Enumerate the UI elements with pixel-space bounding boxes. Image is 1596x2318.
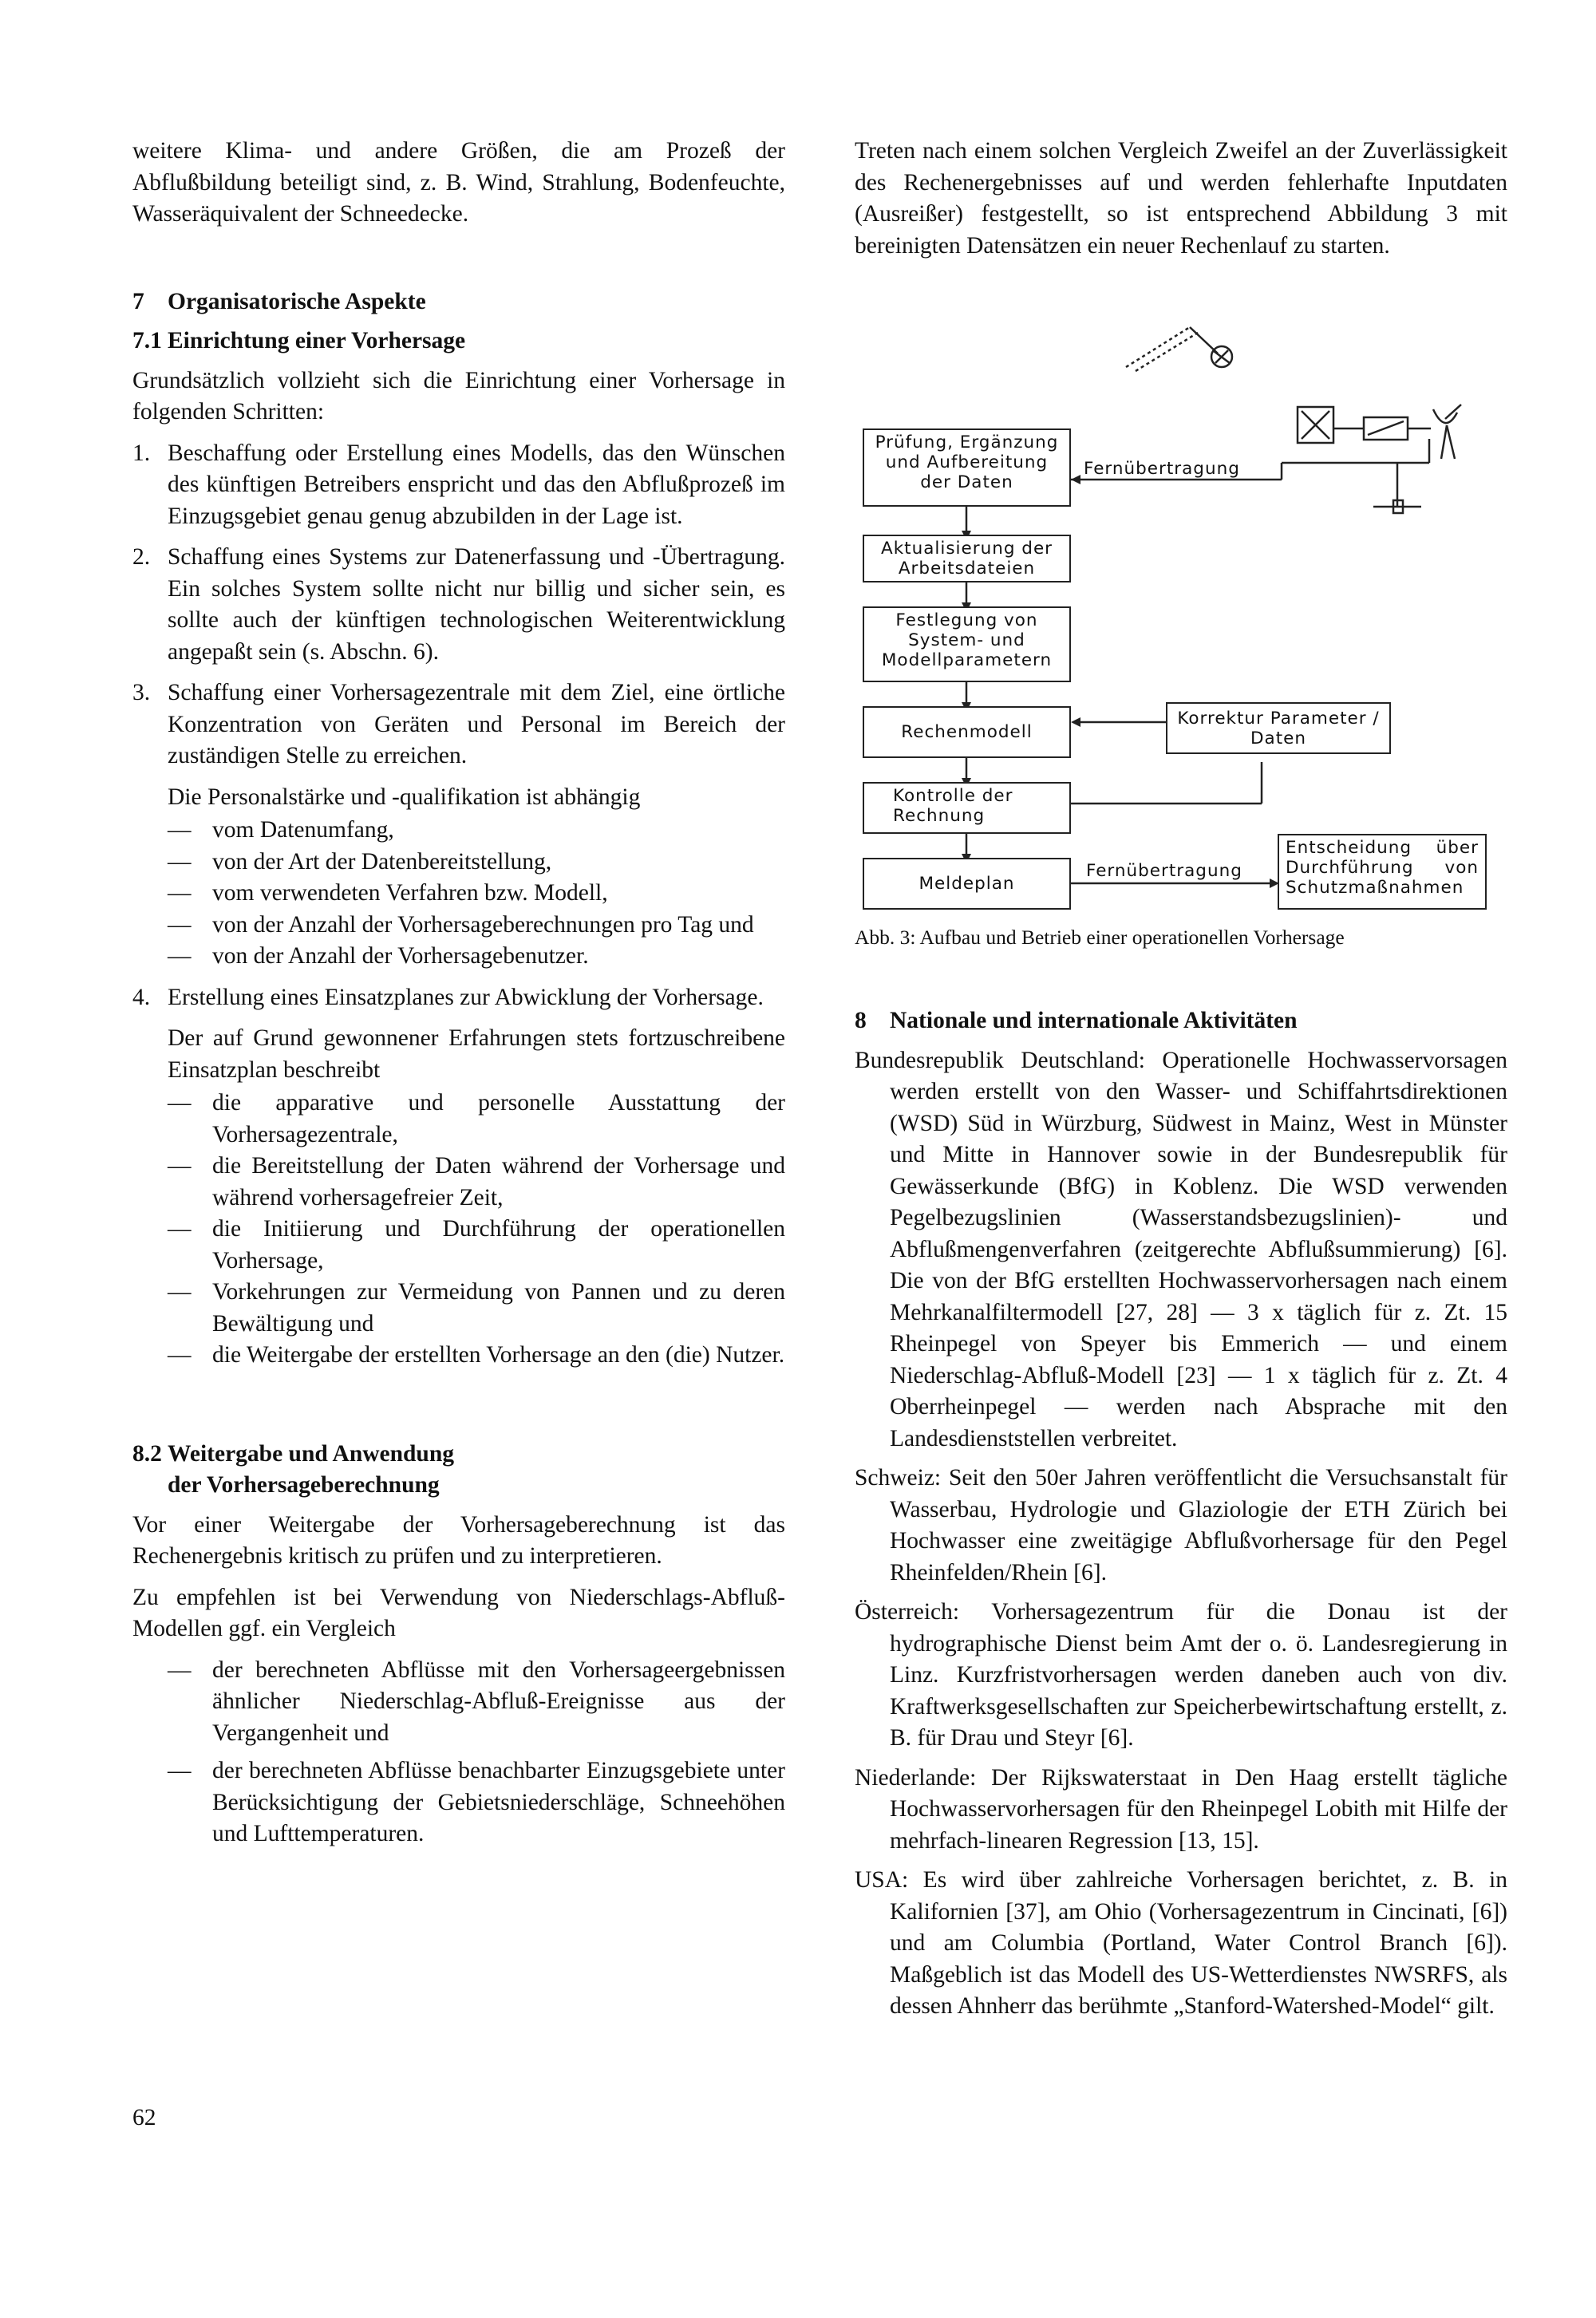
box-festlegung: Festlegung von System- und Modellparametern xyxy=(863,606,1071,682)
paragraph: Zu empfehlen ist bei Verwendung von Niederschlags-Abfluß-Modellen ggf. ein Vergleich xyxy=(132,1584,785,1641)
list-item: — von der Anzahl der Vorhersagebenutzer. xyxy=(168,941,785,973)
dash-list xyxy=(168,815,785,973)
section-number: 7.1 xyxy=(132,328,162,353)
section-8-2-heading xyxy=(132,1439,785,1502)
label-fernuebertragung-top: Fernübertragung xyxy=(1084,459,1240,479)
item-text: Beschaffung oder Erstellung eines Modells, das den Wünschen des künftigen Betreibers enspricht und das den Abflußprozeß im Einzugsgebiet genau genug abzubilden in der Lage ist. xyxy=(168,440,785,529)
box-rechenmodell: Rechenmodell xyxy=(863,706,1071,758)
country-paragraph-switzerland: Schweiz: Seit den 50er Jahren veröffentlicht die Versuchsanstalt für Wasserbau, Hydrologie und Glaziologie der ETH Zürich bei Hochwasser eine zweitägige Abflußvorhersage für den Pegel Rheinfelden/Rhein [6]. xyxy=(855,1465,1507,1585)
box-aktualisierung: Aktualisierung der Arbeitsdateien xyxy=(863,535,1071,582)
section-number: 7 xyxy=(132,288,144,314)
satellite-icon xyxy=(1126,327,1232,371)
country-paragraph-netherlands: Niederlande: Der Rijkswaterstaat in Den Haag erstellt tägliche Hochwasservorhersagen für den Rheinpegel Lobith mit Hilfe der mehrfach-linearen Regression [13, 15]. xyxy=(855,1764,1507,1854)
section-title: Organisatorische Aspekte xyxy=(168,288,426,314)
box-entscheidung: Entscheidung über Durchführung von Schutzmaßnahmen xyxy=(1278,834,1487,910)
intro-paragraph: Treten nach einem solchen Vergleich Zweifel an der Zuverlässigkeit des Rechenergebnisses auf und werden fehlerhafte Inputdaten (Ausreißer) festgestellt, so ist entsprechend Abbildung 3 mit bereinigten Datensätzen ein neuer Rechenlauf zu starten. xyxy=(855,138,1507,259)
section-number: 8 xyxy=(855,1008,867,1033)
list-item: — vom verwendeten Verfahren bzw. Modell, xyxy=(168,878,785,910)
list-item: — die Bereitstellung der Daten während der Vorhersage und während vorhersagefreier Zeit, xyxy=(168,1151,785,1214)
list-item: — vom Datenumfang, xyxy=(168,815,785,847)
sub-paragraph: Die Personalstärke und -qualifikation ist abhängig xyxy=(168,784,641,810)
section-title-line2: der Vorhersageberechnung xyxy=(168,1472,440,1498)
list-item: — der berechneten Abflüsse benachbarter Einzugsgebiete unter Berücksichtigung der Gebietsniederschläge, Schneehöhen und Lufttemperaturen. xyxy=(132,1755,785,1850)
right-column-lower xyxy=(855,1005,1507,2031)
list-item xyxy=(132,677,785,973)
section-8-heading xyxy=(855,1005,1507,1037)
country-paragraph-germany: Bundesrepublik Deutschland: Operationelle Hochwasservorsagen werden erstellt von den Wasser- und Schiffahrtsdirektionen (WSD) Süd in Würzburg, Südwest in Mainz, West in Münster und Mitte in Hannover sowie in der Bundesrepublik für Gewässerkunde (BfG) in Koblenz. Die WSD verwenden Pegelbezugslinien (Wasserstandsbezugslinien)- und Abflußmengenverfahren (zeitgerechte Abflußsummierung) [6]. Die von der BfG erstellten Hochwasservorhersagen nach einem Mehrkanalfiltermodell [27, 28] — 3 x täglich für z. Zt. 15 Rheinpegel von Speyer bis Emmerich — und einem Niederschlag-Abfluß-Modell [23] — 1 x täglich für z. Zt. 4 Oberrheinpegel — werden nach Absprache mit den Landesdienststellen verbreitet. xyxy=(855,1047,1507,1451)
list-item: — Vorkehrungen zur Vermeidung von Pannen und zu deren Bewältigung und xyxy=(168,1277,785,1340)
section-7-1-heading xyxy=(132,326,785,357)
intro-paragraph: weitere Klima- und andere Größen, die am Prozeß der Abflußbildung beteiligt sind, z. B. Wind, Strahlung, Bodenfeuchte, Wasseräquivalent der Schneedecke. xyxy=(132,138,785,227)
section-number: 8.2 xyxy=(132,1440,162,1467)
box-pruefung: Prüfung, Ergänzung und Aufbereitung der Daten xyxy=(863,428,1071,507)
left-column xyxy=(132,136,785,1857)
section-title: Nationale und internationale Aktivitäten xyxy=(890,1008,1298,1033)
list-item: — von der Art der Datenbereitstellung, xyxy=(168,847,785,879)
label-fernuebertragung-bottom: Fernübertragung xyxy=(1086,861,1242,881)
list-item xyxy=(132,542,785,668)
right-column xyxy=(855,136,1507,271)
item-text: Schaffung einer Vorhersagezentrale mit dem Ziel, eine örtliche Konzentration von Geräten und Personal im Bereich der zuständigen Stelle zu erreichen. xyxy=(168,680,785,768)
section-7-heading xyxy=(132,286,785,318)
figure-caption: Abb. 3: Aufbau und Betrieb einer operationellen Vorhersage xyxy=(855,926,1345,949)
box-kontrolle: Kontrolle der Rechnung xyxy=(863,782,1071,834)
list-item: — von der Anzahl der Vorhersageberechnungen pro Tag und xyxy=(168,910,785,942)
list-item: — die Initiierung und Durchführung der operationellen Vorhersage, xyxy=(168,1214,785,1277)
figure-3 xyxy=(855,315,1509,962)
section-title-line1: Weitergabe und Anwendung xyxy=(168,1440,454,1467)
box-meldeplan: Meldeplan xyxy=(863,858,1071,910)
list-item: — der berechneten Abflüsse mit den Vorhersageergebnissen ähnlicher Niederschlag-Abfluß-Ereignisse aus der Vergangenheit und xyxy=(132,1655,785,1750)
list-item: — die Weitergabe der erstellten Vorhersage an den (die) Nutzer. xyxy=(168,1340,785,1372)
paragraph: Grundsätzlich vollzieht sich die Einrichtung einer Vorhersage in folgenden Schritten: xyxy=(132,367,785,425)
list-item xyxy=(132,438,785,533)
sub-paragraph: Der auf Grund gewonnener Erfahrungen stets fortzuschreibene Einsatzplan beschreibt xyxy=(168,1025,785,1083)
item-number: 1. xyxy=(132,440,151,466)
list-item xyxy=(132,982,785,1372)
item-number: 2. xyxy=(132,544,151,570)
page-number: 62 xyxy=(132,2105,156,2130)
box-korrektur: Korrektur Parameter / Daten xyxy=(1166,702,1391,754)
item-text: Erstellung eines Einsatzplanes zur Abwicklung der Vorhersage. xyxy=(168,984,764,1010)
list-item: — die apparative und personelle Ausstattung der Vorhersagezentrale, xyxy=(168,1088,785,1151)
dash-list xyxy=(168,1088,785,1372)
country-paragraph-austria: Österreich: Vorhersagezentrum für die Donau ist der hydrographische Dienst beim Amt der o. ö. Landesregierung in Linz. Kurzfristvorhersagen werden daneben auch von div. Kraftwerksgesellschaften zur Speicherbewirtschaftung erstellt, z. B. für Drau und Steyr [6]. xyxy=(855,1599,1507,1751)
comparison-list xyxy=(132,1655,785,1850)
item-number: 4. xyxy=(132,984,151,1010)
paragraph: Vor einer Weitergabe der Vorhersageberechnung ist das Rechenergebnis kritisch zu prüfen und zu interpretieren. xyxy=(132,1511,785,1569)
country-paragraph-usa: USA: Es wird über zahlreiche Vorhersagen berichtet, z. B. in Kalifornien [37], am Ohio (Vorhersagezentrum in Cincinati, [6]) und am Columbia (Portland, Water Control Branch [6]). Maßgeblich ist das Modell des US-Wetterdienstes NWSRFS, als dessen Ahnherr das berühmte „Stanford-Watershed-Model“ gilt. xyxy=(855,1867,1507,2019)
item-text: Schaffung eines Systems zur Datenerfassung und -Übertragung. Ein solches System sollte nicht nur billig und sicher sein, es sollte auch der künftigen technologischen Weiterentwicklung angepaßt sein (s. Abschn. 6). xyxy=(168,544,785,665)
steps-list xyxy=(132,438,785,1372)
item-number: 3. xyxy=(132,680,151,705)
section-title: Einrichtung einer Vorhersage xyxy=(168,328,466,353)
